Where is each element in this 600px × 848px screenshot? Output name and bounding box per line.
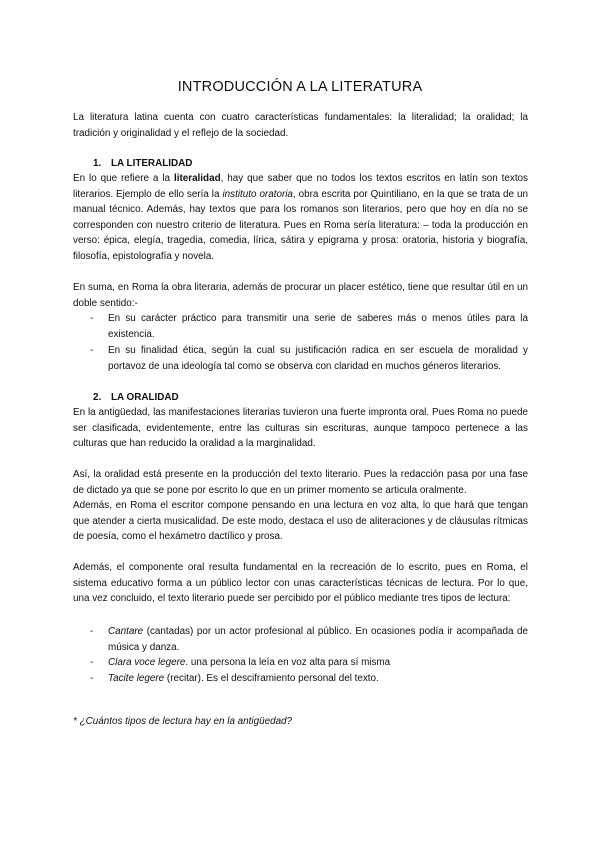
section-1-paragraph-1: [73, 171, 528, 264]
section-1-heading: [93, 156, 192, 172]
dash-bullet-icon: -: [90, 672, 94, 684]
dash-bullet-icon: -: [90, 345, 94, 356]
reading-type-term: Clara voce legere: [108, 657, 186, 668]
page-title: INTRODUCCIÓN A LA LITERATURA: [177, 79, 423, 95]
dash-bullet-icon: -: [90, 626, 94, 637]
dash-bullet-icon: -: [90, 657, 94, 668]
section-2-paragraph-2: Así, la oralidad está presente en la producción del texto literario. Pues la redacción pasa por una fase de dictado ya que se pone por escrito lo que en un primer momento se articula oralmente.: [73, 469, 528, 496]
text-run: , obra escrita por Quintiliano, en la que se trata de un manual técnico. Además, hay textos que para los romanos son literarios, pero que hoy en día no se corresponden con nuestro criterio de literatura. Pues en Roma sería literatura: – toda la producción en verso: épica, elegía, tragedia, comedia, lírica, sátira y epigrama y prosa: oratoria, historia y biografía, filosofía, epistolografía y novela.: [73, 188, 528, 262]
bold-term-literalidad: literalidad: [173, 173, 221, 184]
section-2-number: 2.: [93, 392, 102, 403]
section-1-bullet-list: [73, 311, 528, 374]
reading-type-description: . una persona la leía en voz alta para sí misma: [185, 657, 391, 668]
reading-type-term: Tacite legere: [108, 672, 165, 684]
list-item: [73, 311, 528, 342]
text-run: , hay que saber que no todos los textos escritos en latín son textos literarios. Ejemplo de ello sería la: [73, 173, 528, 200]
list-item-text: En su finalidad ética, según la cual su justificación radica en ser escuela de moralidad y portavoz de una ideología tal como se observa con claridad en muchos géneros literarios.: [108, 345, 528, 372]
section-2-paragraph-1: En la antigüedad, las manifestaciones literarias tuvieron una fuerte impronta oral. Pues Roma no puede ser clasificada, evidentemente, entre las culturas sin escrituras, aunque tampoco pertenece a las culturas que han reducido la oralidad a la marginalidad.: [73, 407, 528, 449]
section-2-heading: [93, 390, 179, 406]
section-1-number: 1.: [93, 158, 102, 169]
section-2-title: LA ORALIDAD: [111, 392, 179, 403]
section-2-paragraph-3: Además, en Roma el escritor compone pensando en una lectura en voz alta, lo que hará que tengan que atender a cierta musicalidad. De este modo, destaca el uso de aliteraciones y de cláusulas rítmicas de poesía, como el hexámetro dactílico y prosa.: [73, 500, 528, 542]
reading-type-description: (recitar). Es el desciframiento personal del texto.: [164, 672, 379, 684]
text-run: En lo que refiere a la: [73, 173, 174, 184]
question-note: * ¿Cuántos tipos de lectura hay en la antigüedad?: [73, 716, 293, 727]
reading-types-list: [73, 624, 528, 686]
list-item: [73, 671, 528, 687]
intro-paragraph: La literatura latina cuenta con cuatro características fundamentales: la literalidad; la oralidad; la tradición y originalidad y el reflejo de la sociedad.: [73, 112, 528, 139]
dash-bullet-icon: -: [90, 313, 94, 324]
list-item: [73, 343, 528, 374]
section-2-paragraph-4: Además, el componente oral resulta fundamental en la recreación de lo escrito, pues en Roma, el sistema educativo forma a un público lector con unas características técnicas de lectura. Por lo que, una vez concluido, el texto literario puede ser percibido por el público mediante tres tipos de lectura:: [73, 562, 528, 604]
section-1-paragraph-2: En suma, en Roma la obra literaria, además de procurar un placer estético, tiene que resultar útil en un doble sentido:-: [73, 282, 528, 309]
reading-type-description: (cantadas) por un actor profesional al público. En ocasiones podía ir acompañada de música y danza.: [108, 626, 528, 653]
section-1-title: LA LITERALIDAD: [111, 158, 193, 169]
list-item-text: En su carácter práctico para transmitir una serie de saberes más o menos útiles para la existencia.: [108, 313, 528, 340]
italic-term-instituto-oratoria: instituto oratoria: [222, 188, 293, 200]
list-item: [73, 624, 528, 655]
list-item: [73, 655, 528, 671]
reading-type-term: Cantare: [108, 626, 144, 637]
